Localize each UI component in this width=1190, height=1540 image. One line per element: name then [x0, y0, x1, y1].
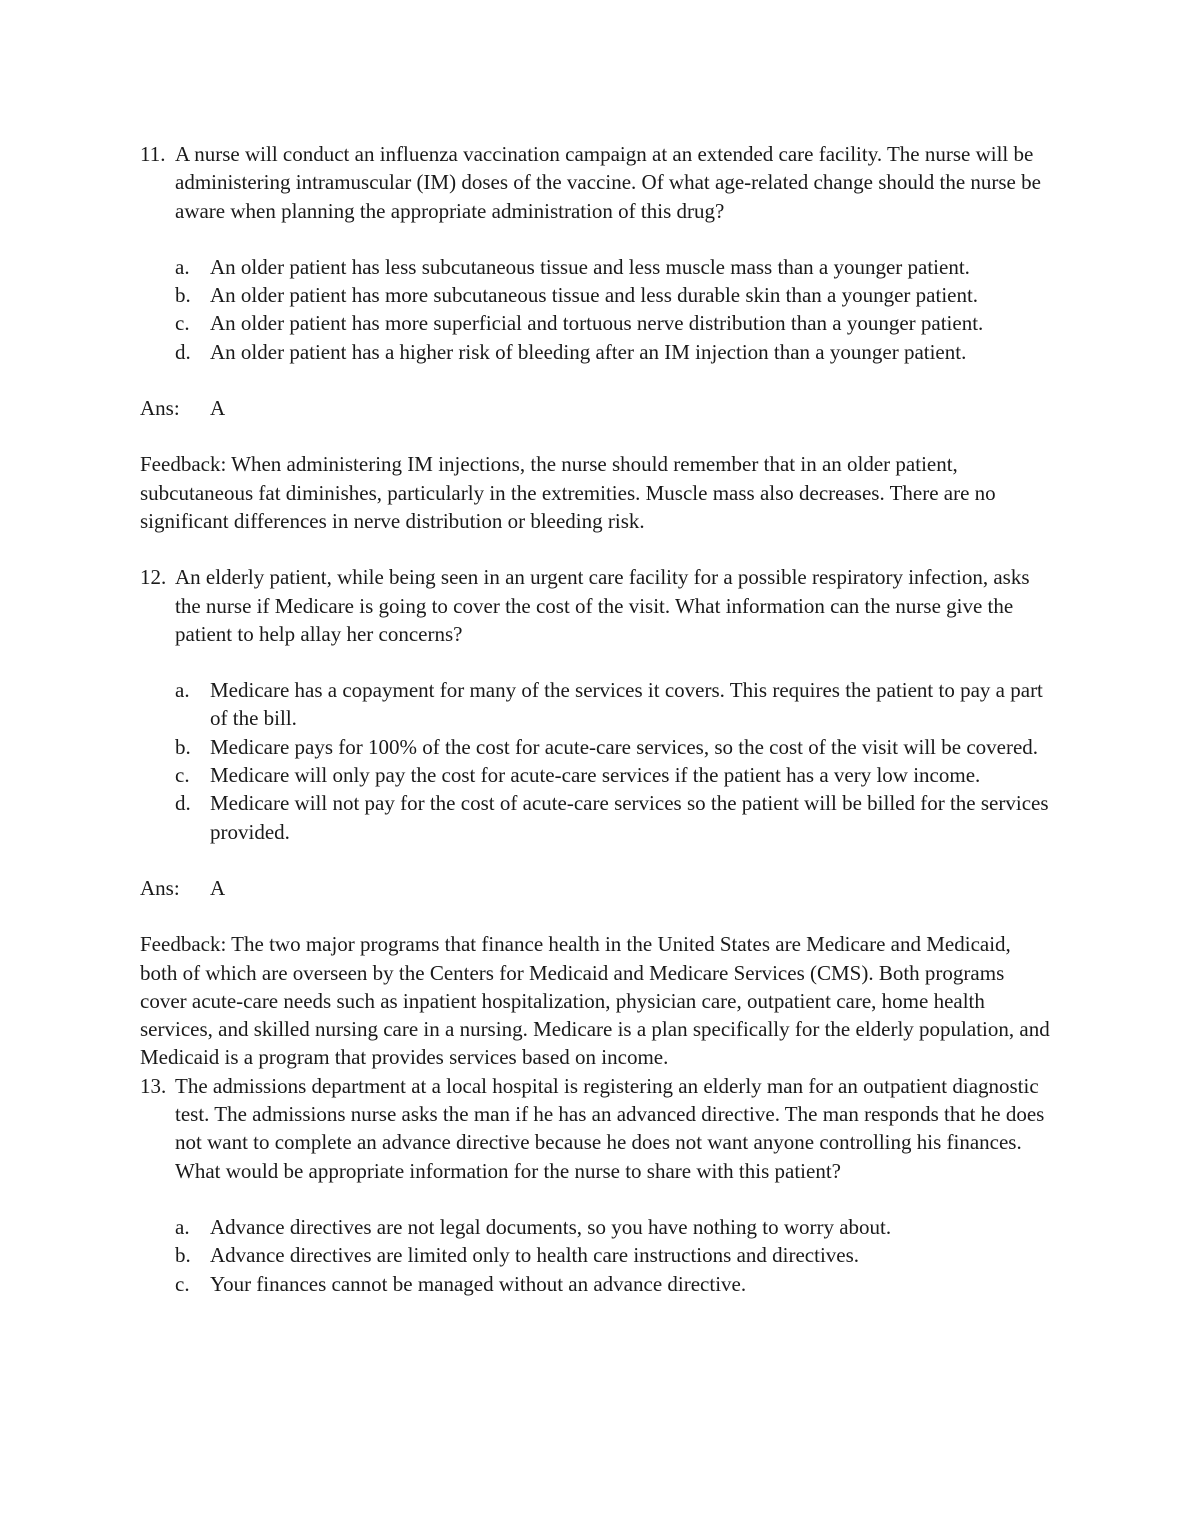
option-letter: a. [175, 254, 190, 279]
option-letter: b. [175, 734, 191, 759]
option-item [175, 281, 1050, 309]
question-11 [140, 140, 1050, 225]
option-text: Medicare will only pay the cost for acute-care services if the patient has a very low income. [210, 763, 981, 788]
option-item [175, 338, 1050, 366]
option-text: Advance directives are limited only to health care instructions and directives. [210, 1243, 860, 1268]
answer-label: Ans: [140, 875, 180, 900]
option-text: An older patient has a higher risk of bleeding after an IM injection than a younger patient. [210, 339, 967, 364]
answer-value: A [210, 875, 226, 900]
option-letter: d. [175, 339, 191, 364]
answer-label: Ans: [140, 396, 180, 421]
option-text: Medicare pays for 100% of the cost for acute-care services, so the cost of the visit will be covered. [210, 734, 1039, 759]
question-12 [140, 563, 1050, 648]
option-letter: c. [175, 311, 190, 336]
option-item [175, 1241, 1050, 1269]
option-letter: c. [175, 1271, 190, 1296]
answer-line [140, 874, 1050, 902]
answer-line [140, 394, 1050, 422]
question-text: A nurse will conduct an influenza vaccination campaign at an extended care facility. The nurse will be administering intramuscular (IM) doses of the vaccine. Of what age-related change should the nurse be aware when planning the appropriate administration of this drug? [175, 142, 1041, 223]
question-number: 11. [140, 142, 166, 166]
option-letter: a. [175, 1214, 190, 1239]
option-item [175, 253, 1050, 281]
option-letter: c. [175, 763, 190, 788]
question-number: 13. [140, 1073, 167, 1098]
answer-options [140, 1213, 1050, 1298]
option-text: An older patient has less subcutaneous tissue and less muscle mass than a younger patient. [210, 254, 970, 279]
option-item [175, 1270, 1050, 1298]
option-item [175, 733, 1050, 761]
option-text: An older patient has more superficial and tortuous nerve distribution than a younger patient. [210, 311, 984, 336]
option-letter: d. [175, 791, 191, 816]
answer-value: A [210, 396, 226, 421]
option-text: Your finances cannot be managed without an advance directive. [210, 1271, 747, 1296]
feedback-paragraph: Feedback: The two major programs that finance health in the United States are Medicare and Medicaid, both of which are overseen by the Centers for Medicaid and Medicare Services (CMS). Both programs cover acute-care needs such as inpatient hospitalization, physician care, outpatient care, home health services, and skilled nursing care in a nursing. Medicare is a plan specifically for the elderly population, and Medicaid is a program that provides services based on income. [140, 932, 1050, 1070]
feedback-paragraph: Feedback: When administering IM injections, the nurse should remember that in an older patient, subcutaneous fat diminishes, particularly in the extremities. Muscle mass also decreases. There are no significant differences in nerve distribution or bleeding risk. [140, 452, 996, 533]
question-13 [140, 1072, 1050, 1185]
document-page [140, 140, 1050, 1326]
option-item [175, 676, 1050, 733]
option-text: Advance directives are not legal documents, so you have nothing to worry about. [210, 1214, 892, 1239]
option-text: An older patient has more subcutaneous tissue and less durable skin than a younger patient. [210, 283, 979, 308]
option-item [175, 789, 1050, 846]
answer-options [140, 676, 1050, 846]
option-item [175, 309, 1050, 337]
option-letter: a. [175, 678, 190, 703]
question-number: 12. [140, 565, 167, 590]
question-text: The admissions department at a local hospital is registering an elderly man for an outpatient diagnostic test. The admissions nurse asks the man if he has an advanced directive. The man responds that he does not want to complete an advance directive because he does not want anyone controlling his finances. What would be appropriate information for the nurse to share with this patient? [175, 1073, 1045, 1183]
question-text: An elderly patient, while being seen in an urgent care facility for a possible respiratory infection, asks the nurse if Medicare is going to cover the cost of the visit. What information can the nurse give the patient to help allay her concerns? [175, 565, 1030, 646]
answer-options [140, 253, 1050, 366]
option-letter: b. [175, 283, 191, 308]
option-item [175, 761, 1050, 789]
option-text: Medicare has a copayment for many of the services it covers. This requires the patient to pay a part of the bill. [210, 678, 1043, 731]
option-item [175, 1213, 1050, 1241]
option-text: Medicare will not pay for the cost of acute-care services so the patient will be billed for the services provided. [210, 791, 1049, 844]
option-letter: b. [175, 1243, 191, 1268]
